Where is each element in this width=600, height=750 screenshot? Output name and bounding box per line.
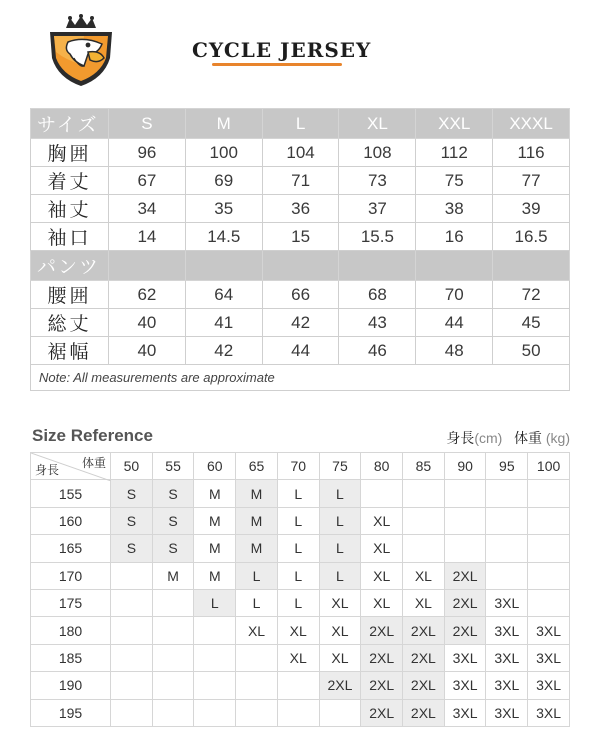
size-cell <box>528 589 570 616</box>
size-cell: M <box>194 535 236 562</box>
size-cell <box>194 617 236 644</box>
height-unit: (cm) <box>474 430 503 446</box>
height-row <box>31 699 570 726</box>
size-cell: M <box>152 562 194 589</box>
measurement-cell: 64 <box>185 281 262 309</box>
size-cell <box>152 672 194 699</box>
size-cell <box>111 589 153 616</box>
jersey-measurement-row <box>31 139 570 167</box>
size-cell <box>486 480 528 507</box>
measurement-cell: 112 <box>416 139 493 167</box>
size-cell: L <box>277 562 319 589</box>
measurement-cell: 14 <box>109 223 186 251</box>
size-cell: L <box>319 480 361 507</box>
size-cell: XL <box>277 644 319 671</box>
size-header-cell: XL <box>339 109 416 139</box>
measurement-table <box>30 108 570 391</box>
size-cell: 2XL <box>403 617 445 644</box>
weight-header-cell: 50 <box>111 453 153 480</box>
height-cell: 170 <box>31 562 111 589</box>
size-reference-title: Size Reference <box>32 426 153 445</box>
measurement-cell: 45 <box>493 309 570 337</box>
size-cell <box>194 644 236 671</box>
size-cell: XL <box>236 617 278 644</box>
row-label: 裾幅 <box>31 337 109 365</box>
note-text: Note: All measurements are approximate <box>31 365 570 391</box>
measurement-cell: 70 <box>416 281 493 309</box>
size-cell: 2XL <box>361 672 403 699</box>
measurement-cell: 69 <box>185 167 262 195</box>
corner-height-label: 身長 <box>35 463 60 478</box>
size-cell: L <box>277 589 319 616</box>
size-cell: M <box>194 507 236 534</box>
size-cell: XL <box>361 535 403 562</box>
weight-header-cell: 55 <box>152 453 194 480</box>
row-label: 総丈 <box>31 309 109 337</box>
size-reference-table <box>30 452 570 727</box>
size-cell: 3XL <box>486 644 528 671</box>
measurement-cell: 96 <box>109 139 186 167</box>
measurement-cell: 71 <box>262 167 339 195</box>
height-row <box>31 617 570 644</box>
size-cell: XL <box>361 589 403 616</box>
size-cell: L <box>319 562 361 589</box>
height-legend: 身長 <box>446 430 475 446</box>
jersey-measurement-row <box>31 167 570 195</box>
height-cell: 190 <box>31 672 111 699</box>
jersey-measurement-row <box>31 223 570 251</box>
measurement-cell: 39 <box>493 195 570 223</box>
size-cell: L <box>194 589 236 616</box>
weight-header-cell: 80 <box>361 453 403 480</box>
measurement-cell: 68 <box>339 281 416 309</box>
brand-underline <box>212 63 342 66</box>
size-cell: 3XL <box>486 699 528 726</box>
size-cell <box>194 672 236 699</box>
size-cell: M <box>236 535 278 562</box>
size-header-cell: L <box>262 109 339 139</box>
size-cell: 3XL <box>444 699 486 726</box>
size-cell <box>236 644 278 671</box>
size-cell <box>528 535 570 562</box>
size-cell: 2XL <box>444 562 486 589</box>
size-cell <box>444 507 486 534</box>
size-cell: 3XL <box>486 672 528 699</box>
pants-label: パンツ <box>31 251 109 281</box>
measurement-cell: 48 <box>416 337 493 365</box>
height-cell: 185 <box>31 644 111 671</box>
measurement-cell: 44 <box>262 337 339 365</box>
measurement-cell: 37 <box>339 195 416 223</box>
size-cell: XL <box>361 507 403 534</box>
size-cell: L <box>236 589 278 616</box>
size-cell: S <box>152 480 194 507</box>
size-cell: L <box>277 507 319 534</box>
measurement-cell: 16 <box>416 223 493 251</box>
size-cell: 3XL <box>528 672 570 699</box>
size-cell <box>152 617 194 644</box>
size-cell: 2XL <box>361 644 403 671</box>
row-label: 袖口 <box>31 223 109 251</box>
size-cell: S <box>152 535 194 562</box>
measurement-cell: 40 <box>109 309 186 337</box>
size-cell: 3XL <box>528 644 570 671</box>
size-cell <box>444 480 486 507</box>
size-cell: 3XL <box>486 617 528 644</box>
size-cell: 2XL <box>444 617 486 644</box>
size-cell: 3XL <box>528 699 570 726</box>
weight-header-cell: 100 <box>528 453 570 480</box>
height-cell: 160 <box>31 507 111 534</box>
size-cell: L <box>277 480 319 507</box>
size-cell: M <box>194 562 236 589</box>
measurement-cell: 40 <box>109 337 186 365</box>
weight-header-cell: 85 <box>403 453 445 480</box>
pants-measurement-row <box>31 337 570 365</box>
measurement-cell: 41 <box>185 309 262 337</box>
size-cell <box>361 480 403 507</box>
measurement-cell: 100 <box>185 139 262 167</box>
measurement-cell: 42 <box>262 309 339 337</box>
size-cell <box>111 644 153 671</box>
size-cell: S <box>111 535 153 562</box>
height-cell: 180 <box>31 617 111 644</box>
measurement-cell: 15.5 <box>339 223 416 251</box>
size-cell: 2XL <box>403 644 445 671</box>
pants-header-cell <box>262 251 339 281</box>
size-cell: 3XL <box>444 644 486 671</box>
corner-cell <box>31 453 111 480</box>
size-cell <box>319 699 361 726</box>
size-header-cell: XXL <box>416 109 493 139</box>
size-reference-legend <box>446 428 570 448</box>
size-cell: L <box>236 562 278 589</box>
measurement-cell: 43 <box>339 309 416 337</box>
size-cell <box>444 535 486 562</box>
size-cell: XL <box>361 562 403 589</box>
size-cell <box>111 672 153 699</box>
measurement-cell: 15 <box>262 223 339 251</box>
size-cell: 3XL <box>528 617 570 644</box>
size-cell <box>152 644 194 671</box>
size-cell: 2XL <box>361 617 403 644</box>
size-cell <box>277 699 319 726</box>
size-cell: 2XL <box>403 672 445 699</box>
size-cell: S <box>111 507 153 534</box>
size-cell <box>403 507 445 534</box>
size-cell: XL <box>319 589 361 616</box>
measurement-cell: 42 <box>185 337 262 365</box>
measurement-cell: 35 <box>185 195 262 223</box>
size-cell <box>403 535 445 562</box>
weight-header-cell: 70 <box>277 453 319 480</box>
size-cell <box>152 699 194 726</box>
height-cell: 155 <box>31 480 111 507</box>
note-row <box>31 365 570 391</box>
size-cell <box>111 699 153 726</box>
size-cell: L <box>277 535 319 562</box>
weight-unit: (kg) <box>545 430 570 446</box>
size-header-cell: S <box>109 109 186 139</box>
size-cell: L <box>319 535 361 562</box>
size-cell: M <box>236 507 278 534</box>
corner-weight-label: 体重 <box>81 456 106 470</box>
size-cell: XL <box>319 644 361 671</box>
size-cell: XL <box>403 562 445 589</box>
size-cell: M <box>236 480 278 507</box>
weight-legend: 体重 <box>513 430 542 446</box>
pants-measurement-row <box>31 281 570 309</box>
row-label: 腰囲 <box>31 281 109 309</box>
height-cell: 195 <box>31 699 111 726</box>
weight-header-cell: 95 <box>486 453 528 480</box>
row-label: 胸囲 <box>31 139 109 167</box>
measurement-cell: 77 <box>493 167 570 195</box>
size-cell: 2XL <box>444 589 486 616</box>
measurement-cell: 104 <box>262 139 339 167</box>
pants-header-cell <box>185 251 262 281</box>
jersey-measurement-row <box>31 195 570 223</box>
size-cell <box>152 589 194 616</box>
height-row <box>31 507 570 534</box>
measurement-cell: 44 <box>416 309 493 337</box>
size-cell: L <box>319 507 361 534</box>
size-cell: S <box>111 480 153 507</box>
size-cell: 3XL <box>444 672 486 699</box>
row-label: 着丈 <box>31 167 109 195</box>
row-label: 袖丈 <box>31 195 109 223</box>
size-cell: M <box>194 480 236 507</box>
measurement-cell: 46 <box>339 337 416 365</box>
pants-header-cell <box>339 251 416 281</box>
pants-header-cell <box>109 251 186 281</box>
height-row <box>31 589 570 616</box>
height-row <box>31 480 570 507</box>
measurement-cell: 73 <box>339 167 416 195</box>
size-cell: S <box>152 507 194 534</box>
size-cell: XL <box>319 617 361 644</box>
size-cell <box>486 507 528 534</box>
weight-header-cell: 75 <box>319 453 361 480</box>
measurement-cell: 38 <box>416 195 493 223</box>
height-cell: 175 <box>31 589 111 616</box>
size-cell: 2XL <box>361 699 403 726</box>
measurement-cell: 66 <box>262 281 339 309</box>
size-cell <box>111 617 153 644</box>
measurement-cell: 75 <box>416 167 493 195</box>
height-row <box>31 562 570 589</box>
height-row <box>31 535 570 562</box>
size-cell: 2XL <box>319 672 361 699</box>
measurement-cell: 14.5 <box>185 223 262 251</box>
measurement-cell: 108 <box>339 139 416 167</box>
size-cell: XL <box>277 617 319 644</box>
size-header-cell: M <box>185 109 262 139</box>
measurement-cell: 50 <box>493 337 570 365</box>
size-cell <box>277 672 319 699</box>
size-cell <box>194 699 236 726</box>
size-cell <box>528 562 570 589</box>
jersey-size-label: サイズ <box>31 109 109 139</box>
size-cell <box>486 562 528 589</box>
measurement-cell: 116 <box>493 139 570 167</box>
size-cell <box>528 507 570 534</box>
measurement-cell: 16.5 <box>493 223 570 251</box>
height-cell: 165 <box>31 535 111 562</box>
pants-header-row <box>31 251 570 281</box>
pants-header-cell <box>416 251 493 281</box>
size-cell <box>236 699 278 726</box>
size-cell <box>486 535 528 562</box>
measurement-cell: 72 <box>493 281 570 309</box>
size-cell <box>111 562 153 589</box>
height-row <box>31 644 570 671</box>
measurement-cell: 67 <box>109 167 186 195</box>
size-cell <box>528 480 570 507</box>
size-cell <box>403 480 445 507</box>
size-header-cell: XXXL <box>493 109 570 139</box>
header <box>0 0 600 100</box>
measurement-cell: 62 <box>109 281 186 309</box>
weight-header-cell: 65 <box>236 453 278 480</box>
pants-header-cell <box>493 251 570 281</box>
height-row <box>31 672 570 699</box>
jersey-header-row <box>31 109 570 139</box>
measurement-cell: 34 <box>109 195 186 223</box>
size-cell <box>236 672 278 699</box>
size-cell: 2XL <box>403 699 445 726</box>
size-cell: 3XL <box>486 589 528 616</box>
weight-header-cell: 60 <box>194 453 236 480</box>
brand-title: CYCLE JERSEY <box>192 38 372 62</box>
pants-measurement-row <box>31 309 570 337</box>
eagle-crown-shield-icon <box>44 14 118 88</box>
size-cell: XL <box>403 589 445 616</box>
weight-header-cell: 90 <box>444 453 486 480</box>
weight-header-row <box>31 453 570 480</box>
measurement-cell: 36 <box>262 195 339 223</box>
